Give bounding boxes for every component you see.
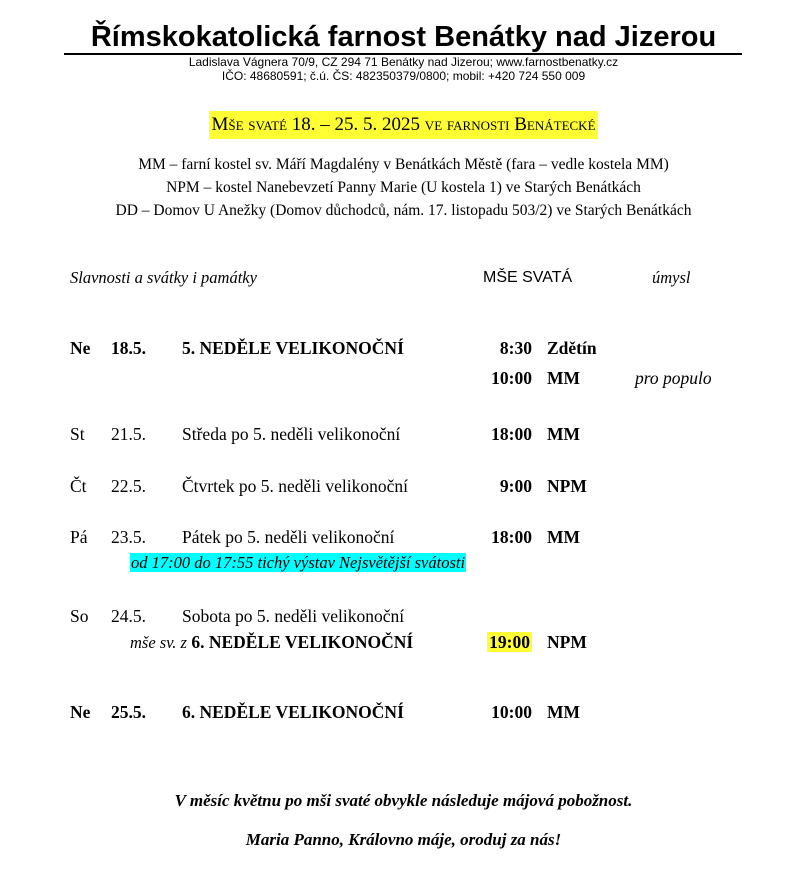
headline-container — [0, 111, 807, 139]
place-sun18-2: MM — [547, 368, 581, 388]
place-wed21: MM — [547, 424, 581, 444]
time-sun25: 10:00 — [491, 702, 532, 722]
intent-sun18-2: pro populo — [635, 368, 712, 388]
date-thu22: 22.5. — [111, 476, 146, 496]
anticipated-mass-line — [130, 631, 413, 654]
date-fri23: 23.5. — [111, 527, 146, 547]
footer-prayer: Maria Panno, Královno máje, oroduj za nás! — [245, 830, 562, 849]
headline: Mše svaté 18. – 25. 5. 2025 ve farnosti Benátecké — [209, 111, 597, 139]
date-sun25: 25.5. — [111, 702, 146, 722]
location-npm: NPM – kostel Nanebevzetí Panny Marie (U kostela 1) ve Starých Benátkách — [166, 179, 641, 196]
time-sun18-1: 8:30 — [499, 338, 532, 358]
column-intent: úmysl — [652, 268, 691, 287]
feast-sun18: 5. NEDĚLE VELIKONOČNÍ — [182, 338, 404, 358]
location-dd: DD – Domov U Anežky (Domov důchodců, nám. 17. listopadu 503/2) ve Starých Benátkách — [115, 202, 692, 219]
day-thu22: Čt — [70, 476, 87, 496]
day-sun18: Ne — [70, 338, 91, 358]
time-wed21: 18:00 — [491, 424, 532, 444]
time-fri23: 18:00 — [491, 527, 532, 547]
adoration-note-container — [130, 552, 466, 574]
adoration-note: od 17:00 do 17:55 tichý výstav Nejsvětější svátosti — [131, 553, 466, 572]
date-sun18: 18.5. — [111, 338, 146, 358]
time-thu22: 9:00 — [499, 476, 532, 496]
feast-wed21: Středa po 5. neděli velikonoční — [182, 424, 401, 444]
column-feasts: Slavnosti a svátky i památky — [70, 268, 257, 287]
place-sat24: NPM — [547, 632, 587, 652]
place-sun18-1: Zdětín — [547, 338, 597, 358]
place-sun25: MM — [547, 702, 581, 722]
time-sat24-container — [460, 631, 532, 653]
place-thu22: NPM — [547, 476, 587, 496]
location-mm: MM – farní kostel sv. Máří Magdalény v Benátkách Městě (fara – vedle kostela MM) — [138, 156, 669, 173]
address-line: Ladislava Vágnera 70/9, CZ 294 71 Benátky nad Jizerou; www.farnostbenatky.cz — [188, 55, 619, 69]
day-sun25: Ne — [70, 702, 91, 722]
column-mass: MŠE SVATÁ — [483, 269, 573, 286]
page-title: Římskokatolická farnost Benátky nad Jizerou — [90, 21, 717, 53]
anticipated-prefix: mše sv. z — [130, 633, 187, 652]
time-sun18-2: 10:00 — [491, 368, 532, 388]
footer-may-devotion: V měsíc květnu po mši svaté obvykle následuje májová pobožnost. — [174, 791, 633, 810]
feast-thu22: Čtvrtek po 5. neděli velikonoční — [182, 476, 408, 496]
feast-fri23: Pátek po 5. neděli velikonoční — [182, 527, 395, 547]
day-wed21: St — [70, 424, 85, 444]
day-sat24: So — [70, 606, 89, 626]
anticipated-feast: 6. NEDĚLE VELIKONOČNÍ — [191, 632, 414, 652]
place-fri23: MM — [547, 527, 581, 547]
date-wed21: 21.5. — [111, 424, 146, 444]
feast-sun25: 6. NEDĚLE VELIKONOČNÍ — [182, 702, 404, 722]
date-sat24: 24.5. — [111, 606, 146, 626]
feast-sat24: Sobota po 5. neděli velikonoční — [182, 606, 405, 626]
time-sat24: 19:00 — [489, 632, 530, 652]
ids-line: IČO: 48680591; č.ú. ČS: 482350379/0800; mobil: +420 724 550 009 — [221, 69, 586, 83]
day-fri23: Pá — [70, 527, 88, 547]
